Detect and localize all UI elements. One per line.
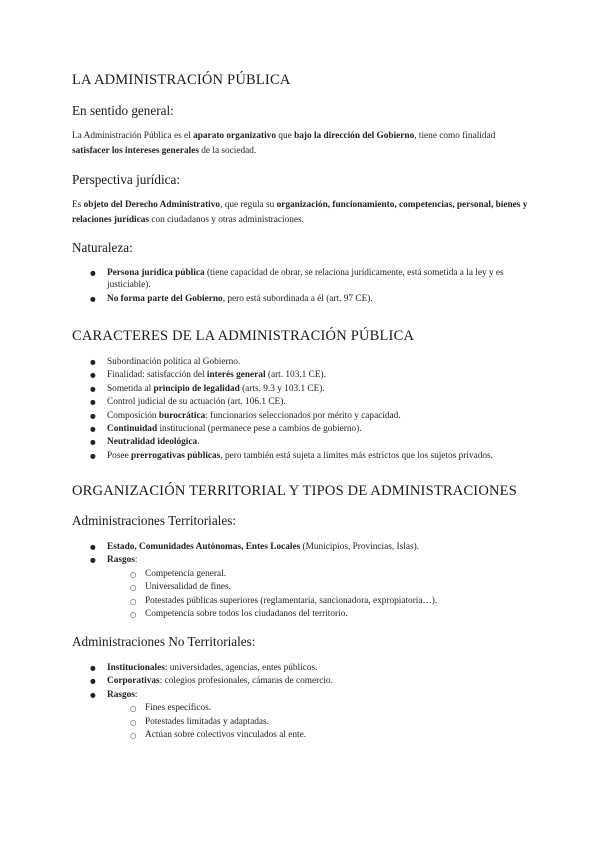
bold-run: satisfacer los intereses generales: [72, 146, 199, 156]
sub-list-item: [72, 568, 532, 581]
list-item: [72, 436, 532, 449]
text-run: , tiene como finalidad: [414, 131, 496, 141]
text-run: , que regula su: [220, 200, 277, 210]
section-caracteres: [72, 328, 532, 345]
section-territoriales: [72, 513, 532, 529]
text-run: : colegios profesionales, cámaras de comercio.: [159, 676, 333, 687]
heading-no-territoriales: Administraciones No Territoriales:: [72, 634, 256, 649]
text-run: , pero también está sujeta a límites más estrictos que los sujetos privados.: [220, 450, 493, 461]
bold-run: No forma parte del Gobierno: [107, 294, 223, 304]
text-run: Potestades públicas superiores (reglamentaria, sancionadora, expropiatoria…).: [145, 595, 438, 606]
bold-run: Neutralidad ideológica: [107, 437, 198, 448]
text-run: Sometida al: [107, 383, 154, 394]
section-general: [72, 103, 532, 119]
list-item: [72, 675, 532, 688]
text-run: La Administración Pública es el: [72, 131, 194, 141]
section-juridica: [72, 172, 532, 188]
bold-run: aparato organizativo: [193, 131, 276, 141]
list-item: [72, 369, 532, 382]
document-title-block: [72, 72, 532, 89]
section-organizacion: [72, 483, 532, 500]
list-item: [72, 554, 532, 567]
text-run: Universalidad de fines.: [145, 582, 231, 593]
sub-list-item: [72, 608, 532, 621]
text-run: .: [197, 437, 200, 448]
section-no-territoriales: [72, 634, 532, 650]
list-naturaleza: [72, 267, 532, 306]
list-item: [72, 689, 532, 702]
text-run: , pero está subordinada a él (art. 97 CE).: [222, 294, 373, 304]
list-item: [72, 423, 532, 436]
bold-run: interés general: [206, 370, 266, 381]
text-run: Subordinación política al Gobierno.: [107, 357, 241, 367]
paragraph-general-text: [72, 129, 532, 159]
list-item: [72, 450, 532, 463]
list-item: [72, 293, 532, 306]
text-run: Finalidad: satisfacción del: [107, 370, 207, 381]
list-item: [72, 356, 532, 369]
text-run: Potestades limitadas y adaptadas.: [145, 716, 269, 727]
bold-run: objeto del Derecho Administrativo: [83, 200, 221, 210]
text-run: que: [275, 131, 295, 141]
text-run: : funcionarios seleccionados por mérito y capacidad.: [205, 410, 401, 421]
paragraph-juridica-text: [72, 198, 532, 228]
text-run: Actúan sobre colectivos vinculados al ente.: [145, 730, 307, 741]
bold-run: Continuidad: [107, 424, 158, 435]
heading-caracteres: CARACTERES DE LA ADMINISTRACIÓN PÚBLICA: [72, 328, 415, 344]
bold-run: Rasgos: [107, 555, 135, 566]
bold-run: Estado, Comunidades Autónomas, Entes Locales: [107, 542, 301, 552]
list-item: [72, 541, 532, 554]
bold-run: Rasgos: [107, 689, 135, 700]
text-run: Competencia general.: [145, 568, 227, 579]
paragraph-juridica: [72, 198, 532, 228]
list-item: [72, 267, 532, 291]
text-run: con ciudadanos y otras administraciones.: [149, 215, 304, 225]
text-run: Competencia sobre todos los ciudadanos del territorio.: [145, 609, 348, 620]
section-naturaleza: [72, 240, 532, 256]
list-territoriales: [72, 541, 532, 621]
text-run: : universidades, agencias, entes públicos.: [164, 663, 318, 673]
list-item: [72, 396, 532, 409]
text-run: (arts. 9.3 y 103.1 CE).: [239, 383, 325, 394]
list-caracteres: [72, 356, 532, 463]
heading-organizacion: ORGANIZACIÓN TERRITORIAL Y TIPOS DE ADMINISTRACIONES: [72, 483, 518, 499]
heading-juridica: Perspectiva jurídica:: [72, 172, 181, 187]
heading-naturaleza: Naturaleza:: [72, 240, 133, 255]
text-run: (Municipios, Provincias, Islas).: [300, 542, 419, 552]
bold-run: prerrogativas públicas: [131, 450, 221, 461]
sub-list-item: [72, 581, 532, 594]
bold-run: bajo la dirección del Gobierno: [294, 131, 415, 141]
bold-run: organización, funcionamiento, competencias, personal, bienes y relaciones jurídicas: [72, 200, 528, 225]
text-run: Composición: [107, 410, 159, 421]
list-item: [72, 383, 532, 396]
text-run: :: [134, 689, 138, 700]
heading-territoriales: Administraciones Territoriales:: [72, 513, 236, 528]
text-run: (tiene capacidad de obrar, se relaciona jurídicamente, está sometida a la ley y es justiciable).: [107, 268, 504, 290]
sub-list-item: [72, 595, 532, 608]
text-run: Es: [72, 200, 84, 210]
paragraph-general: [72, 129, 532, 159]
bold-run: Persona jurídica pública: [107, 268, 205, 278]
document-title: LA ADMINISTRACIÓN PÚBLICA: [72, 72, 291, 88]
bold-run: principio de legalidad: [153, 383, 240, 394]
list-item: [72, 410, 532, 423]
sub-list-item: [72, 729, 532, 742]
list-item: [72, 662, 532, 675]
text-run: Posee: [107, 450, 132, 461]
list-no-territoriales: [72, 662, 532, 742]
sub-list-item: [72, 702, 532, 715]
bold-run: Institucionales: [107, 663, 165, 673]
bold-run: burocrática: [158, 410, 206, 421]
sub-list-item: [72, 716, 532, 729]
text-run: :: [134, 555, 138, 566]
bold-run: Corporativas: [107, 676, 160, 687]
text-run: (art. 103.1 CE).: [265, 370, 326, 381]
text-run: Control judicial de su actuación (art. 106.1 CE).: [107, 397, 286, 408]
text-run: institucional (permanece pese a cambios de gobierno).: [157, 424, 362, 435]
text-run: Fines específicos.: [145, 703, 212, 714]
text-run: de la sociedad.: [198, 146, 257, 156]
heading-general: En sentido general:: [72, 103, 174, 118]
